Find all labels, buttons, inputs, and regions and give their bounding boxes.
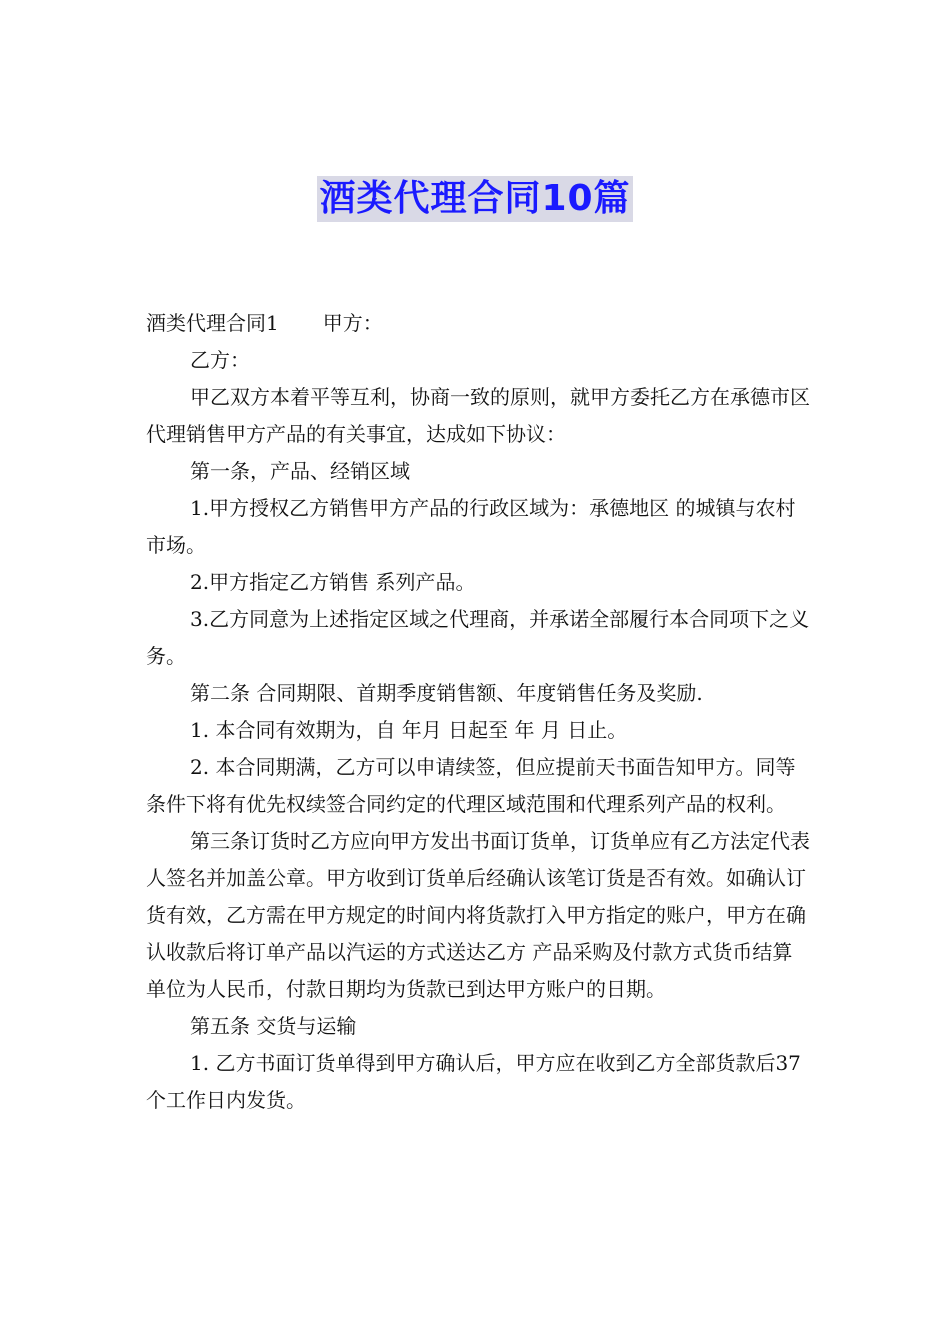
paragraph: 2.甲方指定乙方销售 系列产品。: [190, 570, 476, 594]
contract-heading-label: 酒类代理合同1: [146, 311, 279, 335]
paragraph: 1. 乙方书面订货单得到甲方确认后，甲方应在收到乙方全部货款后37个工作日内发货。: [146, 1051, 801, 1112]
heading-line: [146, 305, 810, 342]
paragraph: 3.乙方同意为上述指定区域之代理商，并承诺全部履行本合同项下之义务。: [146, 607, 810, 668]
section-heading: 第五条 交货与运输: [190, 1014, 357, 1038]
party-a-label: 甲方：: [322, 311, 383, 335]
section-heading: 第二条 合同期限、首期季度销售额、年度销售任务及奖励.: [190, 681, 703, 705]
document-body: [146, 305, 810, 1119]
title-container: [0, 176, 950, 222]
paragraph: 第三条订货时乙方应向甲方发出书面订货单，订货单应有乙方法定代表人签名并加盖公章。甲方收到订货单后经确认该笔订货是否有效。如确认订货有效，乙方需在甲方规定的时间内将货款打入甲方指定的账户，甲方在确认收款后将订单产品以汽运的方式送达乙方 产品采购及付款方式货币结算单位为人民币，付款日期均为货款已到达甲方账户的日期。: [146, 829, 810, 1001]
paragraph: 1.甲方授权乙方销售甲方产品的行政区域为：承德地区 的城镇与农村市场。: [146, 496, 796, 557]
section-heading: 第一条，产品、经销区域: [190, 459, 410, 483]
paragraph: 2. 本合同期满，乙方可以申请续签，但应提前天书面告知甲方。同等条件下将有优先权续签合同约定的代理区域范围和代理系列产品的权利。: [146, 755, 796, 816]
paragraph: 1. 本合同有效期为，自 年月 日起至 年 月 日止。: [190, 718, 628, 742]
paragraph: 甲乙双方本着平等互利，协商一致的原则，就甲方委托乙方在承德市区代理销售甲方产品的有关事宜，达成如下协议：: [146, 385, 810, 446]
document-title: 酒类代理合同10篇: [317, 176, 632, 222]
paragraph: 乙方：: [190, 348, 250, 372]
